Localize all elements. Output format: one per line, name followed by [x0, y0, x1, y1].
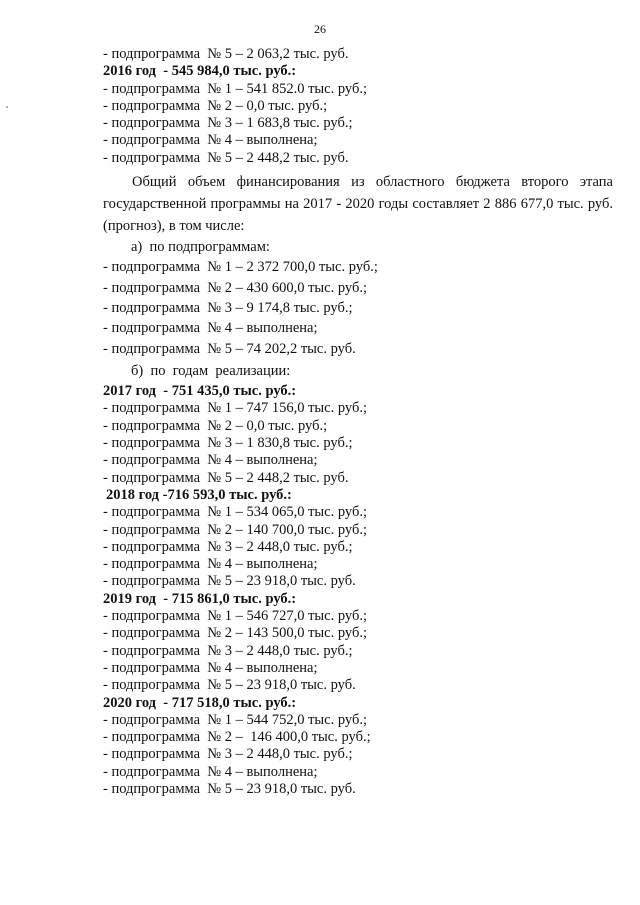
list-item: - подпрограмма № 5 – 23 918,0 тыс. руб.: [103, 573, 356, 590]
list-item: - подпрограмма № 3 – 2 448,0 тыс. руб.;: [103, 746, 353, 763]
list-item: - подпрограмма № 4 – выполнена;: [103, 659, 318, 676]
year-2017-heading: 2017 год - 751 435,0 тыс. руб.:: [103, 383, 297, 400]
page-number: 26: [314, 22, 326, 36]
list-item: - подпрограмма № 2 – 146 400,0 тыс. руб.;: [103, 729, 371, 746]
list-item: - подпрограмма № 1 – 534 065,0 тыс. руб.;: [103, 504, 368, 521]
list-item: - подпрограмма № 4 – выполнена;: [103, 132, 318, 149]
list-item: - подпрограмма № 4 – выполнена;: [103, 763, 318, 780]
list-item: - подпрограмма № 1 – 747 156,0 тыс. руб.;: [103, 400, 368, 417]
year-2018-list: [103, 504, 613, 590]
list-item: - подпрограмма № 5 – 23 918,0 тыс. руб.: [103, 677, 356, 694]
year-2020-list: [103, 712, 613, 798]
by-subprogram-heading: а) по подпрограммам:: [131, 239, 270, 256]
list-item: - подпрограмма № 2 – 0,0 тыс. руб.;: [103, 97, 328, 114]
list-item: - подпрограмма № 5 – 2 448,2 тыс. руб.: [103, 149, 349, 166]
year-2019-heading: 2019 год - 715 861,0 тыс. руб.:: [103, 590, 297, 607]
year-2016-list: [103, 81, 613, 167]
year-2016-heading: 2016 год - 545 984,0 тыс. руб.:: [103, 63, 297, 80]
funding-paragraph: Общий объем финансирования из областного бюджета второго этапа государственной программы на 2017 - 2020 годы составляет 2 886 677,0 тыс. руб. (прогноз), в том числе:: [103, 174, 613, 235]
year-2017-list: [103, 400, 613, 486]
list-item: - подпрограмма № 3 – 1 683,8 тыс. руб.;: [103, 115, 353, 132]
by-subprogram-list: [103, 259, 613, 357]
list-item: - подпрограмма № 1 – 544 752,0 тыс. руб.;: [103, 711, 368, 728]
list-item: - подпрограмма № 1 – 2 372 700,0 тыс. руб.;: [103, 259, 378, 276]
list-item: - подпрограмма № 4 – выполнена;: [103, 320, 318, 337]
list-item: - подпрограмма № 4 – выполнена;: [103, 452, 318, 469]
list-item: - подпрограмма № 3 – 9 174,8 тыс. руб.;: [103, 299, 353, 316]
document-body: [103, 46, 613, 798]
list-item: - подпрограмма № 1 – 546 727,0 тыс. руб.;: [103, 608, 368, 625]
scan-mark: [6, 106, 8, 108]
list-item: - подпрограмма № 1 – 541 852.0 тыс. руб.;: [103, 80, 368, 97]
list-item: - подпрограмма № 2 – 430 600,0 тыс. руб.;: [103, 279, 368, 296]
list-item: - подпрограмма № 2 – 0,0 тыс. руб.;: [103, 417, 328, 434]
list-item: - подпрограмма № 2 – 140 700,0 тыс. руб.;: [103, 521, 368, 538]
by-year-heading: б) по годам реализации:: [131, 362, 291, 379]
list-item: - подпрограмма № 4 – выполнена;: [103, 556, 318, 573]
year-2018-heading: 2018 год -716 593,0 тыс. руб.:: [106, 486, 292, 503]
intro-line: - подпрограмма № 5 – 2 063,2 тыс. руб.: [103, 46, 349, 62]
list-item: - подпрограмма № 5 – 23 918,0 тыс. руб.: [103, 780, 356, 797]
list-item: - подпрограмма № 2 – 143 500,0 тыс. руб.;: [103, 625, 368, 642]
list-item: - подпрограмма № 3 – 2 448,0 тыс. руб.;: [103, 642, 353, 659]
list-item: - подпрограмма № 3 – 1 830,8 тыс. руб.;: [103, 435, 353, 452]
list-item: - подпрограмма № 5 – 74 202,2 тыс. руб.: [103, 340, 356, 357]
list-item: - подпрограмма № 5 – 2 448,2 тыс. руб.: [103, 469, 349, 486]
list-item: - подпрограмма № 3 – 2 448,0 тыс. руб.;: [103, 538, 353, 555]
year-2020-heading: 2020 год - 717 518,0 тыс. руб.:: [103, 694, 297, 711]
year-2019-list: [103, 608, 613, 694]
